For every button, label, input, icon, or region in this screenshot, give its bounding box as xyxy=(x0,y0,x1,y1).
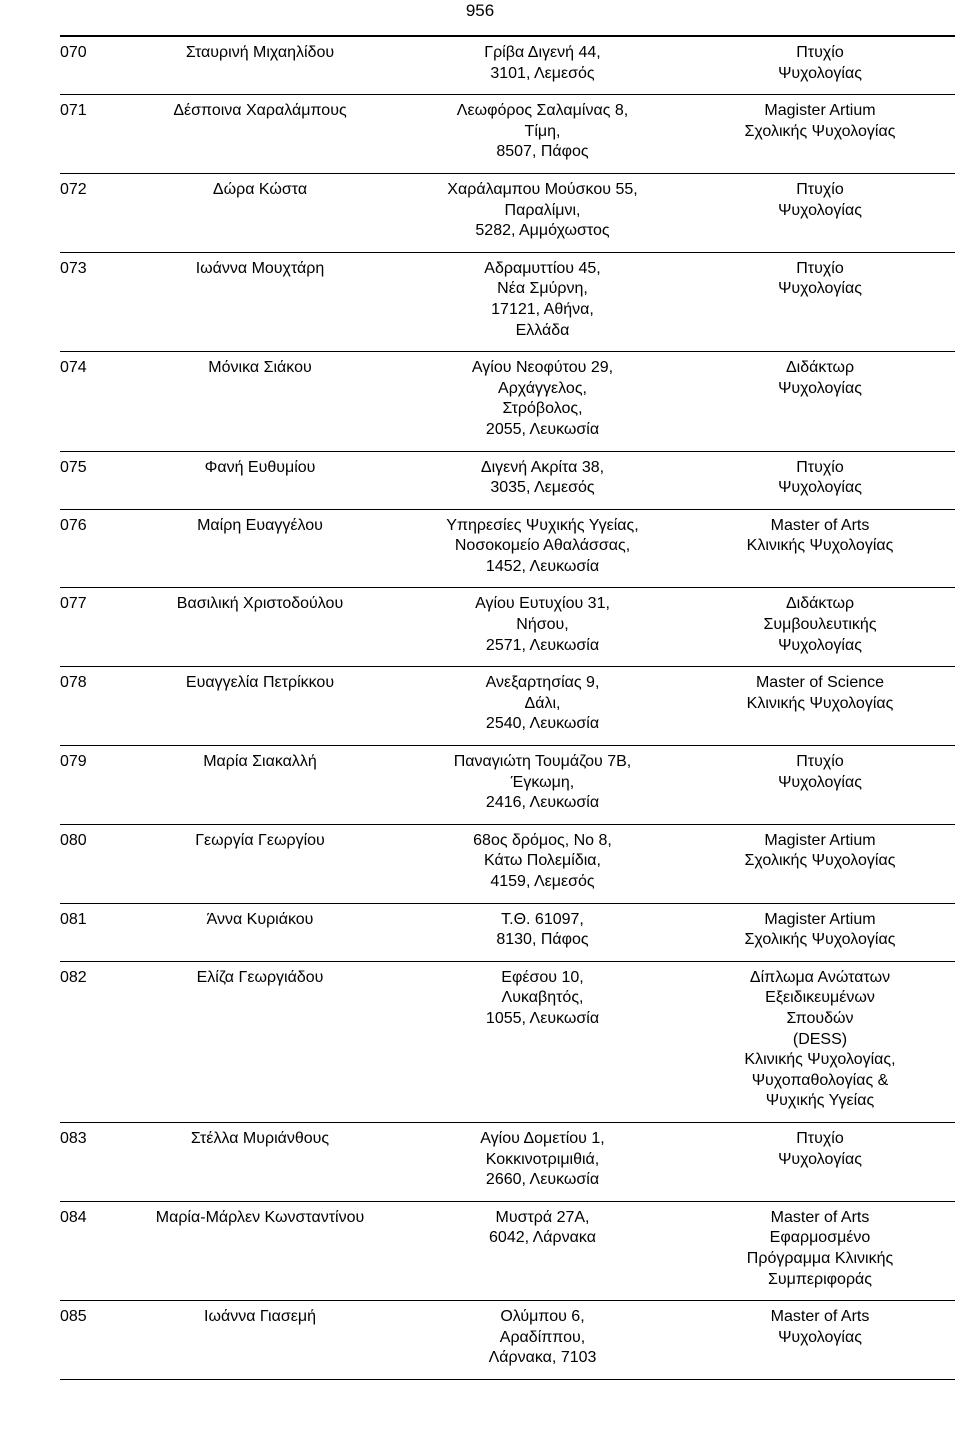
qualification-line: Σπουδών xyxy=(786,1009,854,1027)
registry-number: 070 xyxy=(60,36,120,95)
page-number: 956 xyxy=(465,1,495,20)
qualification-cell xyxy=(685,667,955,746)
qualification-line: Σχολικής Ψυχολογίας xyxy=(744,852,896,870)
address-line: Τίμη, xyxy=(524,122,561,140)
address-line: Γρίβα Διγενή 44, xyxy=(484,44,601,61)
qualification-cell xyxy=(685,903,955,961)
address-cell xyxy=(400,1201,685,1300)
qualification-line: Ψυχολογίας xyxy=(778,1150,862,1168)
person-name: Μαρία Σιακαλλή xyxy=(120,746,400,825)
qualification-line: (DESS) xyxy=(792,1030,848,1048)
person-name: Δώρα Κώστα xyxy=(120,173,400,252)
qualification-cell xyxy=(685,352,955,451)
address-line: 1055, Λευκωσία xyxy=(485,1009,600,1027)
qualification-line: Magister Artium xyxy=(764,831,876,849)
address-cell xyxy=(400,1301,685,1380)
qualification-cell xyxy=(685,824,955,903)
registry-number: 085 xyxy=(60,1301,120,1380)
address-line: 3035, Λεμεσός xyxy=(490,479,595,497)
qualification-cell xyxy=(685,451,955,509)
address-line: Υπηρεσίες Ψυχικής Υγείας, xyxy=(446,516,639,534)
qualification-line: Εξειδικευμένων xyxy=(765,989,875,1007)
table-row xyxy=(60,1122,955,1201)
qualification-line: Διδάκτωρ xyxy=(785,595,855,613)
address-line: Νέα Σμύρνη, xyxy=(497,280,588,298)
qualification-line: Πτυχίο xyxy=(796,44,844,61)
address-cell xyxy=(400,173,685,252)
address-line: Λυκαβητός, xyxy=(501,989,584,1007)
qualification-line: Magister Artium xyxy=(764,102,876,120)
qualification-line: Διδάκτωρ xyxy=(785,359,855,377)
qualification-cell xyxy=(685,173,955,252)
address-line: Παραλίμνι, xyxy=(504,201,581,219)
address-line: 2540, Λευκωσία xyxy=(485,715,600,733)
table-row xyxy=(60,509,955,588)
table-row xyxy=(60,252,955,351)
table-row xyxy=(60,824,955,903)
person-name: Ιωάννα Μουχτάρη xyxy=(120,252,400,351)
address-line: Αγίου Ευτυχίου 31, xyxy=(475,595,610,613)
address-line: Αραδίππου, xyxy=(499,1328,586,1346)
address-line: Μυστρά 27Α, xyxy=(495,1208,590,1226)
address-cell xyxy=(400,36,685,95)
table-row xyxy=(60,451,955,509)
registry-number: 071 xyxy=(60,95,120,174)
table-row xyxy=(60,95,955,174)
address-line: 4159, Λεμεσός xyxy=(490,873,595,890)
address-line: Στρόβολος, xyxy=(502,400,583,418)
qualification-cell xyxy=(685,1301,955,1380)
address-line: Εφέσου 10, xyxy=(501,968,584,986)
address-cell xyxy=(400,903,685,961)
person-name: Δέσποινα Χαραλάμπους xyxy=(120,95,400,174)
qualification-line: Ψυχολογίας xyxy=(778,64,862,82)
qualification-line: Πτυχίο xyxy=(796,458,844,476)
person-name: Άννα Κυριάκου xyxy=(120,903,400,961)
qualification-cell xyxy=(685,746,955,825)
qualification-line: Πτυχίο xyxy=(796,180,844,198)
person-name: Στέλλα Μυριάνθους xyxy=(120,1122,400,1201)
address-cell xyxy=(400,824,685,903)
qualification-line: Master of Arts xyxy=(770,1208,870,1226)
address-line: Διγενή Ακρίτα 38, xyxy=(480,458,605,476)
qualification-cell xyxy=(685,1201,955,1300)
registry-number: 077 xyxy=(60,588,120,667)
address-line: Νοσοκομείο Αθαλάσσας, xyxy=(454,537,631,555)
qualification-line: Πτυχίο xyxy=(796,259,844,277)
registry-number: 074 xyxy=(60,352,120,451)
address-line: 2660, Λευκωσία xyxy=(485,1171,600,1189)
table-row xyxy=(60,173,955,252)
address-cell xyxy=(400,1122,685,1201)
address-line: Χαράλαμπου Μούσκου 55, xyxy=(447,180,638,198)
qualification-line: Πρόγραμμα Κλινικής xyxy=(746,1249,894,1267)
person-name: Ελίζα Γεωργιάδου xyxy=(120,961,400,1122)
registry-number: 073 xyxy=(60,252,120,351)
person-name: Γεωργία Γεωργίου xyxy=(120,824,400,903)
registry-number: 082 xyxy=(60,961,120,1122)
registry-number: 084 xyxy=(60,1201,120,1300)
address-line: Αδραμυττίου 45, xyxy=(484,259,601,277)
person-name: Ιωάννα Γιασεμή xyxy=(120,1301,400,1380)
registry-number: 079 xyxy=(60,746,120,825)
person-name: Μαίρη Ευαγγέλου xyxy=(120,509,400,588)
registry-number: 080 xyxy=(60,824,120,903)
qualification-cell xyxy=(685,252,955,351)
qualification-cell xyxy=(685,1122,955,1201)
address-cell xyxy=(400,95,685,174)
address-line: 68ος δρόμος, Νο 8, xyxy=(473,831,612,849)
person-name: Μαρία-Μάρλεν Κωνσταντίνου xyxy=(120,1201,400,1300)
registry-rows xyxy=(60,36,955,1379)
address-line: Νήσου, xyxy=(516,616,569,634)
qualification-line: Κλινικής Ψυχολογίας, xyxy=(744,1051,896,1069)
qualification-cell xyxy=(685,95,955,174)
registry-number: 076 xyxy=(60,509,120,588)
address-line: Ελλάδα xyxy=(515,321,570,339)
qualification-line: Ψυχολογίας xyxy=(778,201,862,219)
registry-number: 075 xyxy=(60,451,120,509)
address-cell xyxy=(400,252,685,351)
qualification-line: Κλινικής Ψυχολογίας xyxy=(746,694,894,712)
registry-number: 081 xyxy=(60,903,120,961)
qualification-line: Master of Science xyxy=(755,674,885,692)
table-row xyxy=(60,746,955,825)
table-row xyxy=(60,588,955,667)
qualification-cell xyxy=(685,36,955,95)
address-line: 2571, Λευκωσία xyxy=(485,636,600,654)
address-line: 2055, Λευκωσία xyxy=(485,420,600,438)
qualification-line: Συμβουλευτικής xyxy=(763,616,877,634)
qualification-line: Σχολικής Ψυχολογίας xyxy=(744,931,896,949)
qualification-line: Ψυχολογίας xyxy=(778,280,862,298)
address-line: Τ.Θ. 61097, xyxy=(501,910,584,928)
address-line: Λεωφόρος Σαλαμίνας 8, xyxy=(456,102,629,120)
registry-number: 083 xyxy=(60,1122,120,1201)
qualification-line: Ψυχοπαθολογίας & xyxy=(751,1071,889,1089)
table-row xyxy=(60,903,955,961)
address-line: 8130, Πάφος xyxy=(496,931,589,949)
qualification-line: Ψυχολογίας xyxy=(778,636,862,654)
registry-table xyxy=(60,35,955,1380)
address-line: Ανεξαρτησίας 9, xyxy=(485,674,600,692)
qualification-line: Πτυχίο xyxy=(796,1129,844,1147)
person-name: Μόνικα Σιάκου xyxy=(120,352,400,451)
address-cell xyxy=(400,588,685,667)
table-row xyxy=(60,1201,955,1300)
address-cell xyxy=(400,746,685,825)
qualification-line: Κλινικής Ψυχολογίας xyxy=(746,537,894,555)
qualification-cell xyxy=(685,509,955,588)
person-name: Ευαγγελία Πετρίκκου xyxy=(120,667,400,746)
address-line: Λάρνακα, 7103 xyxy=(488,1349,597,1367)
address-line: 8507, Πάφος xyxy=(496,143,589,161)
qualification-line: Ψυχολογίας xyxy=(778,773,862,791)
qualification-line: Master of Arts xyxy=(770,1308,870,1326)
address-cell xyxy=(400,451,685,509)
qualification-line: Magister Artium xyxy=(764,910,876,928)
address-line: Αγίου Δομετίου 1, xyxy=(480,1129,605,1147)
address-line: 6042, Λάρνακα xyxy=(489,1229,596,1247)
table-row xyxy=(60,961,955,1122)
qualification-line: Εφαρμοσμένο xyxy=(769,1229,871,1247)
person-name: Βασιλική Χριστοδούλου xyxy=(120,588,400,667)
qualification-cell xyxy=(685,588,955,667)
table-row xyxy=(60,667,955,746)
qualification-line: Ψυχικής Υγείας xyxy=(765,1092,875,1110)
qualification-line: Πτυχίο xyxy=(796,753,844,771)
address-line: Ολύμπου 6, xyxy=(500,1308,585,1326)
registry-number: 078 xyxy=(60,667,120,746)
qualification-line: Ψυχολογίας xyxy=(778,479,862,497)
table-row xyxy=(60,352,955,451)
person-name: Σταυρινή Μιχαηλίδου xyxy=(120,36,400,95)
address-cell xyxy=(400,667,685,746)
address-cell xyxy=(400,509,685,588)
table-row xyxy=(60,36,955,95)
registry-number: 072 xyxy=(60,173,120,252)
address-line: 17121, Αθήνα, xyxy=(491,300,594,318)
person-name: Φανή Ευθυμίου xyxy=(120,451,400,509)
qualification-line: Σχολικής Ψυχολογίας xyxy=(744,122,896,140)
qualification-line: Master of Arts xyxy=(770,516,870,534)
address-cell xyxy=(400,352,685,451)
address-line: Αγίου Νεοφύτου 29, xyxy=(471,359,614,377)
qualification-line: Συμπεριφοράς xyxy=(767,1270,873,1288)
address-line: 5282, Αμμόχωστος xyxy=(475,222,610,240)
address-cell xyxy=(400,961,685,1122)
address-line: 1452, Λευκωσία xyxy=(485,557,600,575)
address-line: Αρχάγγελος, xyxy=(498,379,587,397)
address-line: Έγκωμη, xyxy=(510,773,575,791)
qualification-line: Ψυχολογίας xyxy=(778,379,862,397)
address-line: 2416, Λευκωσία xyxy=(485,794,600,812)
qualification-line: Ψυχολογίας xyxy=(778,1328,862,1346)
address-line: 3101, Λεμεσός xyxy=(490,64,595,82)
address-line: Κοκκινοτριμιθιά, xyxy=(485,1150,600,1168)
table-row xyxy=(60,1301,955,1380)
qualification-cell xyxy=(685,961,955,1122)
address-line: Δάλι, xyxy=(524,694,561,712)
address-line: Κάτω Πολεμίδια, xyxy=(484,852,601,870)
address-line: Παναγιώτη Τουμάζου 7Β, xyxy=(453,753,632,771)
qualification-line: Δίπλωμα Ανώτατων xyxy=(749,968,891,986)
